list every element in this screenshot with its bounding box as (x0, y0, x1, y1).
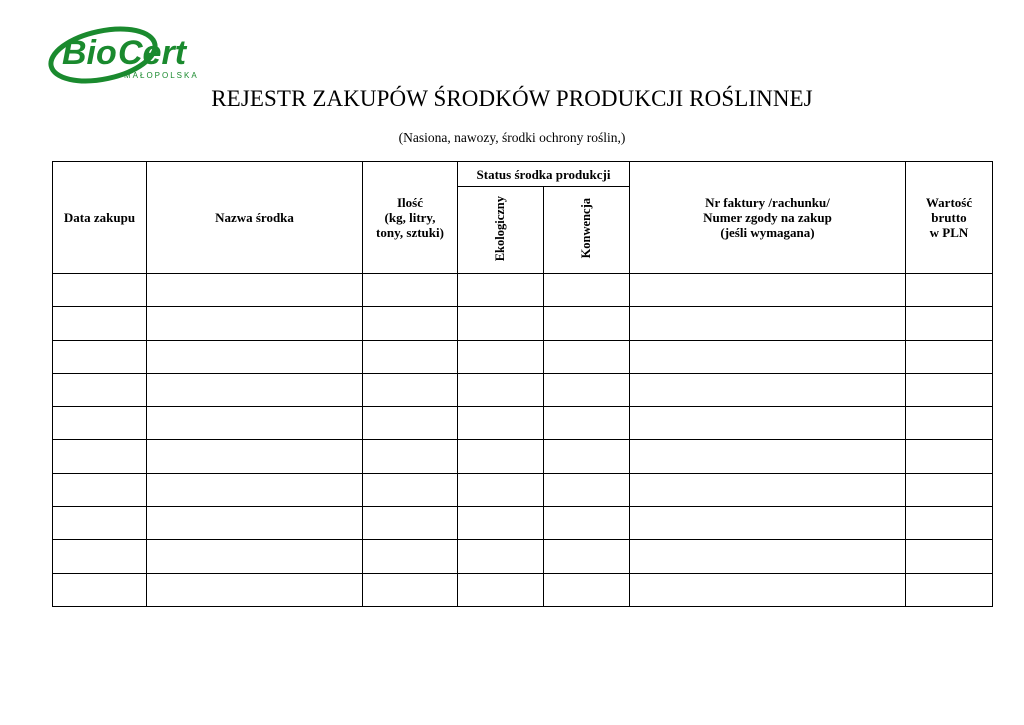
cell-name[interactable] (147, 407, 363, 440)
table-row (53, 274, 993, 307)
cell-value[interactable] (906, 307, 993, 340)
cell-name[interactable] (147, 573, 363, 606)
cell-quantity[interactable] (363, 573, 458, 606)
header-value: Wartość brutto w PLN (906, 162, 993, 274)
cell-quantity[interactable] (363, 340, 458, 373)
cell-invoice[interactable] (630, 307, 906, 340)
cell-eco[interactable] (458, 473, 544, 506)
cell-quantity[interactable] (363, 307, 458, 340)
biocert-logo (48, 20, 218, 86)
cell-name[interactable] (147, 340, 363, 373)
cell-quantity[interactable] (363, 407, 458, 440)
logo-text-bio: Bio (62, 34, 117, 72)
cell-value[interactable] (906, 440, 993, 473)
cell-name[interactable] (147, 307, 363, 340)
cell-date[interactable] (53, 540, 147, 573)
cell-date[interactable] (53, 573, 147, 606)
cell-conv[interactable] (544, 573, 630, 606)
cell-eco[interactable] (458, 440, 544, 473)
cell-value[interactable] (906, 274, 993, 307)
cell-value[interactable] (906, 473, 993, 506)
cell-quantity[interactable] (363, 540, 458, 573)
table-row (53, 540, 993, 573)
cell-name[interactable] (147, 440, 363, 473)
cell-conv[interactable] (544, 507, 630, 540)
cell-invoice[interactable] (630, 473, 906, 506)
biocert-swoosh-icon (48, 20, 218, 86)
table-row (53, 440, 993, 473)
cell-date[interactable] (53, 373, 147, 406)
cell-name[interactable] (147, 373, 363, 406)
cell-eco[interactable] (458, 340, 544, 373)
cell-conv[interactable] (544, 407, 630, 440)
cell-eco[interactable] (458, 407, 544, 440)
table-row (53, 473, 993, 506)
cell-name[interactable] (147, 540, 363, 573)
cell-conv[interactable] (544, 473, 630, 506)
cell-eco[interactable] (458, 373, 544, 406)
cell-date[interactable] (53, 473, 147, 506)
cell-date[interactable] (53, 407, 147, 440)
page-subtitle: (Nasiona, nawozy, środki ochrony roślin,) (398, 130, 626, 145)
cell-name[interactable] (147, 274, 363, 307)
cell-date[interactable] (53, 507, 147, 540)
header-invoice: Nr faktury /rachunku/ Numer zgody na zakup (jeśli wymagana) (630, 162, 906, 274)
header-status-conv: Konwencja (544, 187, 630, 274)
cell-eco[interactable] (458, 274, 544, 307)
cell-value[interactable] (906, 373, 993, 406)
table-row (53, 573, 993, 606)
table-row (53, 340, 993, 373)
cell-name[interactable] (147, 507, 363, 540)
header-quantity: Ilość (kg, litry, tony, sztuki) (363, 162, 458, 274)
header-date: Data zakupu (53, 162, 147, 274)
cell-quantity[interactable] (363, 507, 458, 540)
cell-quantity[interactable] (363, 440, 458, 473)
cell-invoice[interactable] (630, 540, 906, 573)
table-row (53, 407, 993, 440)
cell-invoice[interactable] (630, 373, 906, 406)
cell-date[interactable] (53, 440, 147, 473)
table-row (53, 373, 993, 406)
purchase-register-table (52, 161, 993, 607)
cell-conv[interactable] (544, 274, 630, 307)
logo-text-region: MAŁOPOLSKA (124, 71, 199, 80)
register-body (53, 274, 993, 607)
cell-date[interactable] (53, 340, 147, 373)
cell-conv[interactable] (544, 440, 630, 473)
cell-eco[interactable] (458, 540, 544, 573)
cell-invoice[interactable] (630, 507, 906, 540)
cell-invoice[interactable] (630, 340, 906, 373)
cell-value[interactable] (906, 507, 993, 540)
cell-invoice[interactable] (630, 573, 906, 606)
header-status: Status środka produkcji (458, 162, 630, 187)
cell-eco[interactable] (458, 507, 544, 540)
cell-value[interactable] (906, 407, 993, 440)
cell-conv[interactable] (544, 373, 630, 406)
cell-conv[interactable] (544, 540, 630, 573)
cell-value[interactable] (906, 540, 993, 573)
cell-invoice[interactable] (630, 274, 906, 307)
cell-quantity[interactable] (363, 274, 458, 307)
cell-quantity[interactable] (363, 473, 458, 506)
header-status-eco: Ekologiczny (458, 187, 544, 274)
cell-eco[interactable] (458, 307, 544, 340)
cell-quantity[interactable] (363, 373, 458, 406)
cell-value[interactable] (906, 573, 993, 606)
cell-date[interactable] (53, 274, 147, 307)
header-name: Nazwa środka (147, 162, 363, 274)
cell-name[interactable] (147, 473, 363, 506)
cell-conv[interactable] (544, 307, 630, 340)
cell-eco[interactable] (458, 573, 544, 606)
cell-invoice[interactable] (630, 440, 906, 473)
cell-value[interactable] (906, 340, 993, 373)
cell-conv[interactable] (544, 340, 630, 373)
cell-date[interactable] (53, 307, 147, 340)
logo-text-cert: Cert (118, 34, 187, 72)
cell-invoice[interactable] (630, 407, 906, 440)
table-row (53, 307, 993, 340)
page-title: REJESTR ZAKUPÓW ŚRODKÓW PRODUKCJI ROŚLINNEJ (211, 86, 813, 111)
table-row (53, 507, 993, 540)
